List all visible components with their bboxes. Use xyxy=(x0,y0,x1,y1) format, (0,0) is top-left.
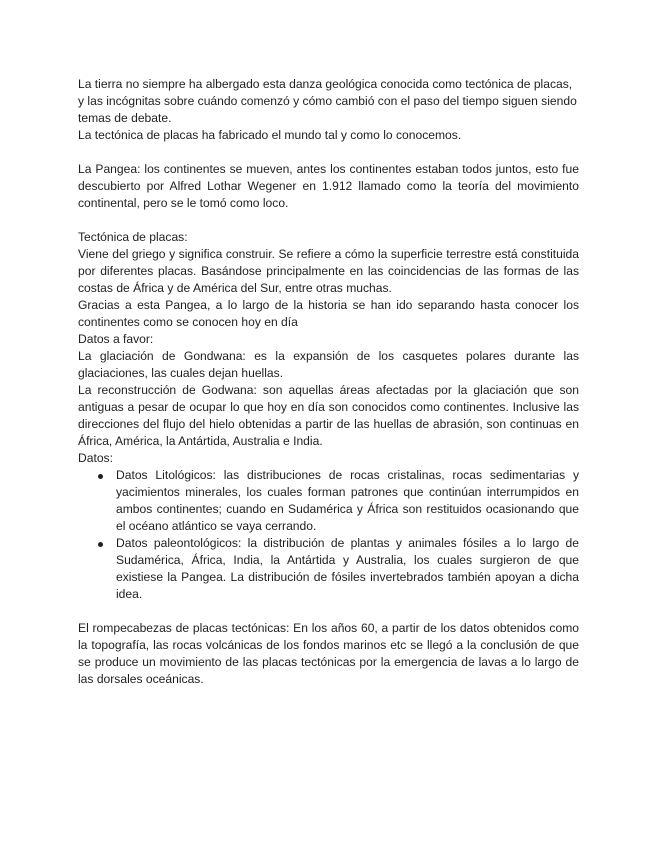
tectonica-heading: Tectónica de placas: xyxy=(78,230,188,244)
list-item xyxy=(78,535,579,603)
spacer xyxy=(78,144,579,161)
bullet-icon xyxy=(98,474,103,479)
document-page xyxy=(78,76,579,688)
spacer xyxy=(78,603,579,620)
reconstruccion-paragraph: La reconstrucción de Godwana: son aquellas áreas afectadas por la glaciación que son antiguas a pesar de ocupar lo que hoy en día son conocidos como continentes. Inclusive las direcciones del flujo del hielo obtenidas a partir de las huellas de abrasión, son continuas en África, América, la Antártida, Australia e India. xyxy=(78,383,579,448)
datos-heading: Datos: xyxy=(78,451,113,465)
list-item-text: Datos Litológicos: las distribuciones de rocas cristalinas, rocas sedimentarias y yacimientos minerales, los cuales forman patrones que continúan interrumpidos en ambos continentes; cuando en Sudamérica y África son restituidos ocasionando que el océano atlántico se vaya cerrando. xyxy=(116,468,579,533)
intro-statement: La tectónica de placas ha fabricado el mundo tal y como lo conocemos. xyxy=(78,128,462,142)
intro-paragraph: La tierra no siempre ha albergado esta danza geológica conocida como tectónica de placas, y las incógnitas sobre cuándo comenzó y cómo cambió con el paso del tiempo siguen siendo temas de debate. xyxy=(78,77,577,125)
pangea-paragraph: La Pangea: los continentes se mueven, antes los continentes estaban todos juntos, esto fue descubierto por Alfred Lothar Wegener en 1.912 llamado como la teoría del movimiento continental, pero se le tomó como loco. xyxy=(78,162,579,210)
datos-favor-heading: Datos a favor: xyxy=(78,332,154,346)
tectonica-definition: Viene del griego y significa construir. Se refiere a cómo la superficie terrestre está constituida por diferentes placas. Basándose principalmente en las coincidencias de las formas de las costas de África y de América del Sur, entre otras muchas. xyxy=(78,247,579,295)
glaciacion-paragraph: La glaciación de Gondwana: es la expansión de los casquetes polares durante las glaciaciones, las cuales dejan huellas. xyxy=(78,349,579,380)
list-item xyxy=(78,467,579,535)
rompecabezas-paragraph: El rompecabezas de placas tectónicas: En los años 60, a partir de los datos obtenidos como la topografía, las rocas volcánicas de los fondos marinos etc se llegó a la conclusión de que se produce un movimiento de las placas tectónicas por la emergencia de lavas a lo largo de las dorsales oceánicas. xyxy=(78,621,579,686)
bullet-icon xyxy=(98,542,103,547)
tectonica-pangea-paragraph: Gracias a esta Pangea, a lo largo de la historia se han ido separando hasta conocer los continentes como se conocen hoy en día xyxy=(78,298,579,329)
spacer xyxy=(78,212,579,229)
list-item-text: Datos paleontológicos: la distribución de plantas y animales fósiles a lo largo de Sudamérica, África, India, la Antártida y Australia, los cuales surgieron de que existiese la Pangea. La distribución de fósiles invertebrados también apoyan a dicha idea. xyxy=(116,536,579,601)
datos-list xyxy=(78,467,579,603)
